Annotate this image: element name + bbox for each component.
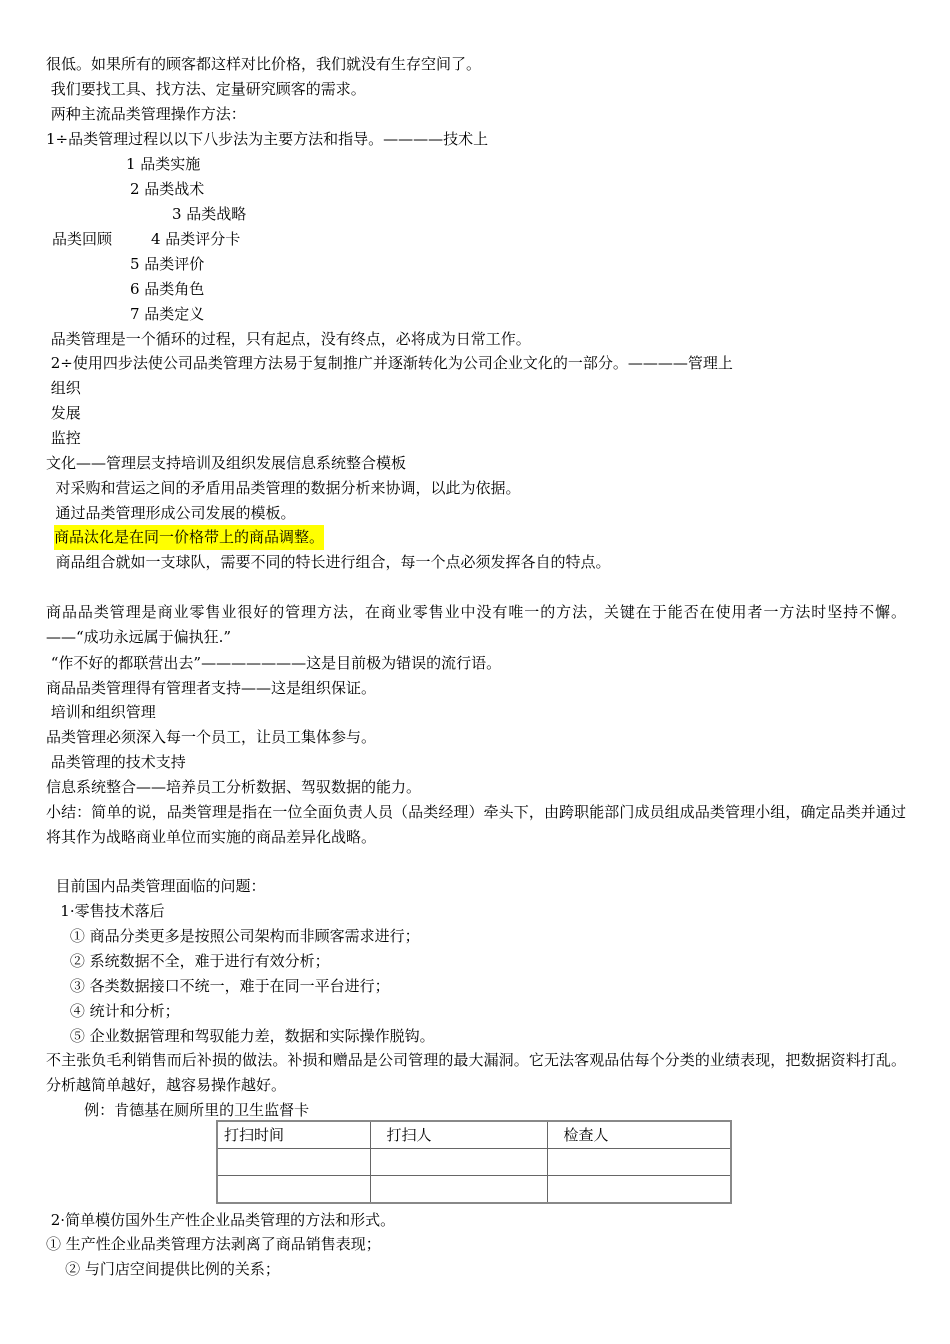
section-heading: 目前国内品类管理面临的问题： bbox=[46, 877, 266, 895]
text-line: 监控 bbox=[46, 429, 81, 447]
text-line: 对采购和营运之间的矛盾用品类管理的数据分析来协调，以此为依据。 bbox=[46, 479, 521, 497]
step-line: 7 品类定义 bbox=[130, 305, 205, 323]
step-line: 2 品类战术 bbox=[130, 180, 205, 198]
text-line: 例：肯德基在厕所里的卫生监督卡 bbox=[46, 1101, 310, 1119]
list-item: ② 系统数据不全，难于进行有效分析； bbox=[46, 952, 330, 970]
text-line: 发展 bbox=[46, 404, 81, 422]
step-line: 5 品类评价 bbox=[130, 255, 205, 273]
text-line: 两种主流品类管理操作方法： bbox=[46, 105, 246, 123]
table-header-cell: 检查人 bbox=[548, 1121, 732, 1149]
step-line: 4 品类评分卡 bbox=[151, 230, 241, 248]
text-line: 2·简单模仿国外生产性企业品类管理的方法和形式。 bbox=[46, 1211, 396, 1229]
step-line: 1 品类实施 bbox=[126, 155, 201, 173]
list-item: ③ 各类数据接口不统一，难于在同一平台进行； bbox=[46, 977, 390, 995]
table-cell bbox=[371, 1176, 548, 1204]
hygiene-check-table bbox=[216, 1120, 732, 1204]
table-cell bbox=[217, 1176, 371, 1204]
text-line: 我们要找工具、找方法、定量研究顾客的需求。 bbox=[46, 80, 366, 98]
paragraph: 商品品类管理是商业零售业很好的管理方法，在商业零售业中没有唯一的方法，关键在于能否在使用者一方法时坚持不懈。——“成功永远属于偏执狂.” bbox=[46, 603, 906, 646]
text-line: 品类管理必须深入每一个员工，让员工集体参与。 bbox=[46, 728, 377, 746]
text-line: 培训和组织管理 bbox=[46, 703, 156, 721]
text-line: 商品品类管理得有管理者支持——这是组织保证。 bbox=[46, 679, 377, 697]
paragraph: 不主张负毛利销售而后补损的做法。补损和赠品是公司管理的最大漏洞。它无法客观品估每个分类的业绩表现，把数据资料打乱。 分析越简单越好，越容易操作越好。 bbox=[46, 1051, 906, 1094]
table-cell bbox=[548, 1149, 732, 1176]
text-line: 信息系统整合——培养员工分析数据、驾驭数据的能力。 bbox=[46, 778, 422, 796]
list-item: ① 生产性企业品类管理方法剥离了商品销售表现； bbox=[46, 1235, 381, 1253]
text-line: 品类管理的技术支持 bbox=[46, 753, 186, 771]
text-line: 1·零售技术落后 bbox=[46, 902, 165, 920]
text-line: 文化——管理层支持培训及组织发展信息系统整合模板 bbox=[46, 454, 407, 472]
list-item: ④ 统计和分析； bbox=[46, 1002, 180, 1020]
text-line: 很低。如果所有的顾客都这样对比价格，我们就没有生存空间了。 bbox=[46, 55, 482, 73]
table-cell bbox=[217, 1149, 371, 1176]
table-cell bbox=[371, 1149, 548, 1176]
text-line: 通过品类管理形成公司发展的模板。 bbox=[46, 504, 296, 522]
list-item: ⑤ 企业数据管理和驾驭能力差，数据和实际操作脱钩。 bbox=[46, 1027, 435, 1045]
table-header-row bbox=[217, 1121, 731, 1149]
step-line: 6 品类角色 bbox=[130, 280, 205, 298]
table-row bbox=[217, 1176, 731, 1204]
summary-paragraph: 小结：简单的说，品类管理是指在一位全面负责人员（品类经理）牵头下，由跨职能部门成员组成品类管理小组，确定品类并通过将其作为战略商业单位而实施的商品差异化战略。 bbox=[46, 803, 906, 846]
step-line: 3 品类战略 bbox=[172, 205, 247, 223]
text-line: 品类管理是一个循环的过程，只有起点，没有终点，必将成为日常工作。 bbox=[46, 330, 531, 348]
text-line: 商品组合就如一支球队，需要不同的特长进行组合，每一个点必须发挥各自的特点。 bbox=[46, 553, 611, 571]
text-line: 1÷品类管理过程以以下八步法为主要方法和指导。————技术上 bbox=[46, 130, 489, 148]
text-line: 组织 bbox=[46, 379, 81, 397]
table-cell bbox=[548, 1176, 732, 1204]
list-item: ① 商品分类更多是按照公司架构而非顾客需求进行； bbox=[46, 927, 420, 945]
text-line: “作不好的都联营出去”———————这是目前极为错误的流行语。 bbox=[46, 654, 502, 672]
table-row bbox=[217, 1149, 731, 1176]
text-line: 2÷使用四步法使公司品类管理方法易于复制推广并逐渐转化为公司企业文化的一部分。————管理上 bbox=[46, 354, 733, 372]
review-label: 品类回顾 bbox=[52, 230, 113, 248]
table-header-cell: 打扫时间 bbox=[217, 1121, 371, 1149]
table-header-cell: 打扫人 bbox=[371, 1121, 548, 1149]
list-item: ② 与门店空间提供比例的关系； bbox=[46, 1260, 280, 1278]
highlighted-text: 商品汰化是在同一价格带上的商品调整。 bbox=[54, 525, 324, 550]
